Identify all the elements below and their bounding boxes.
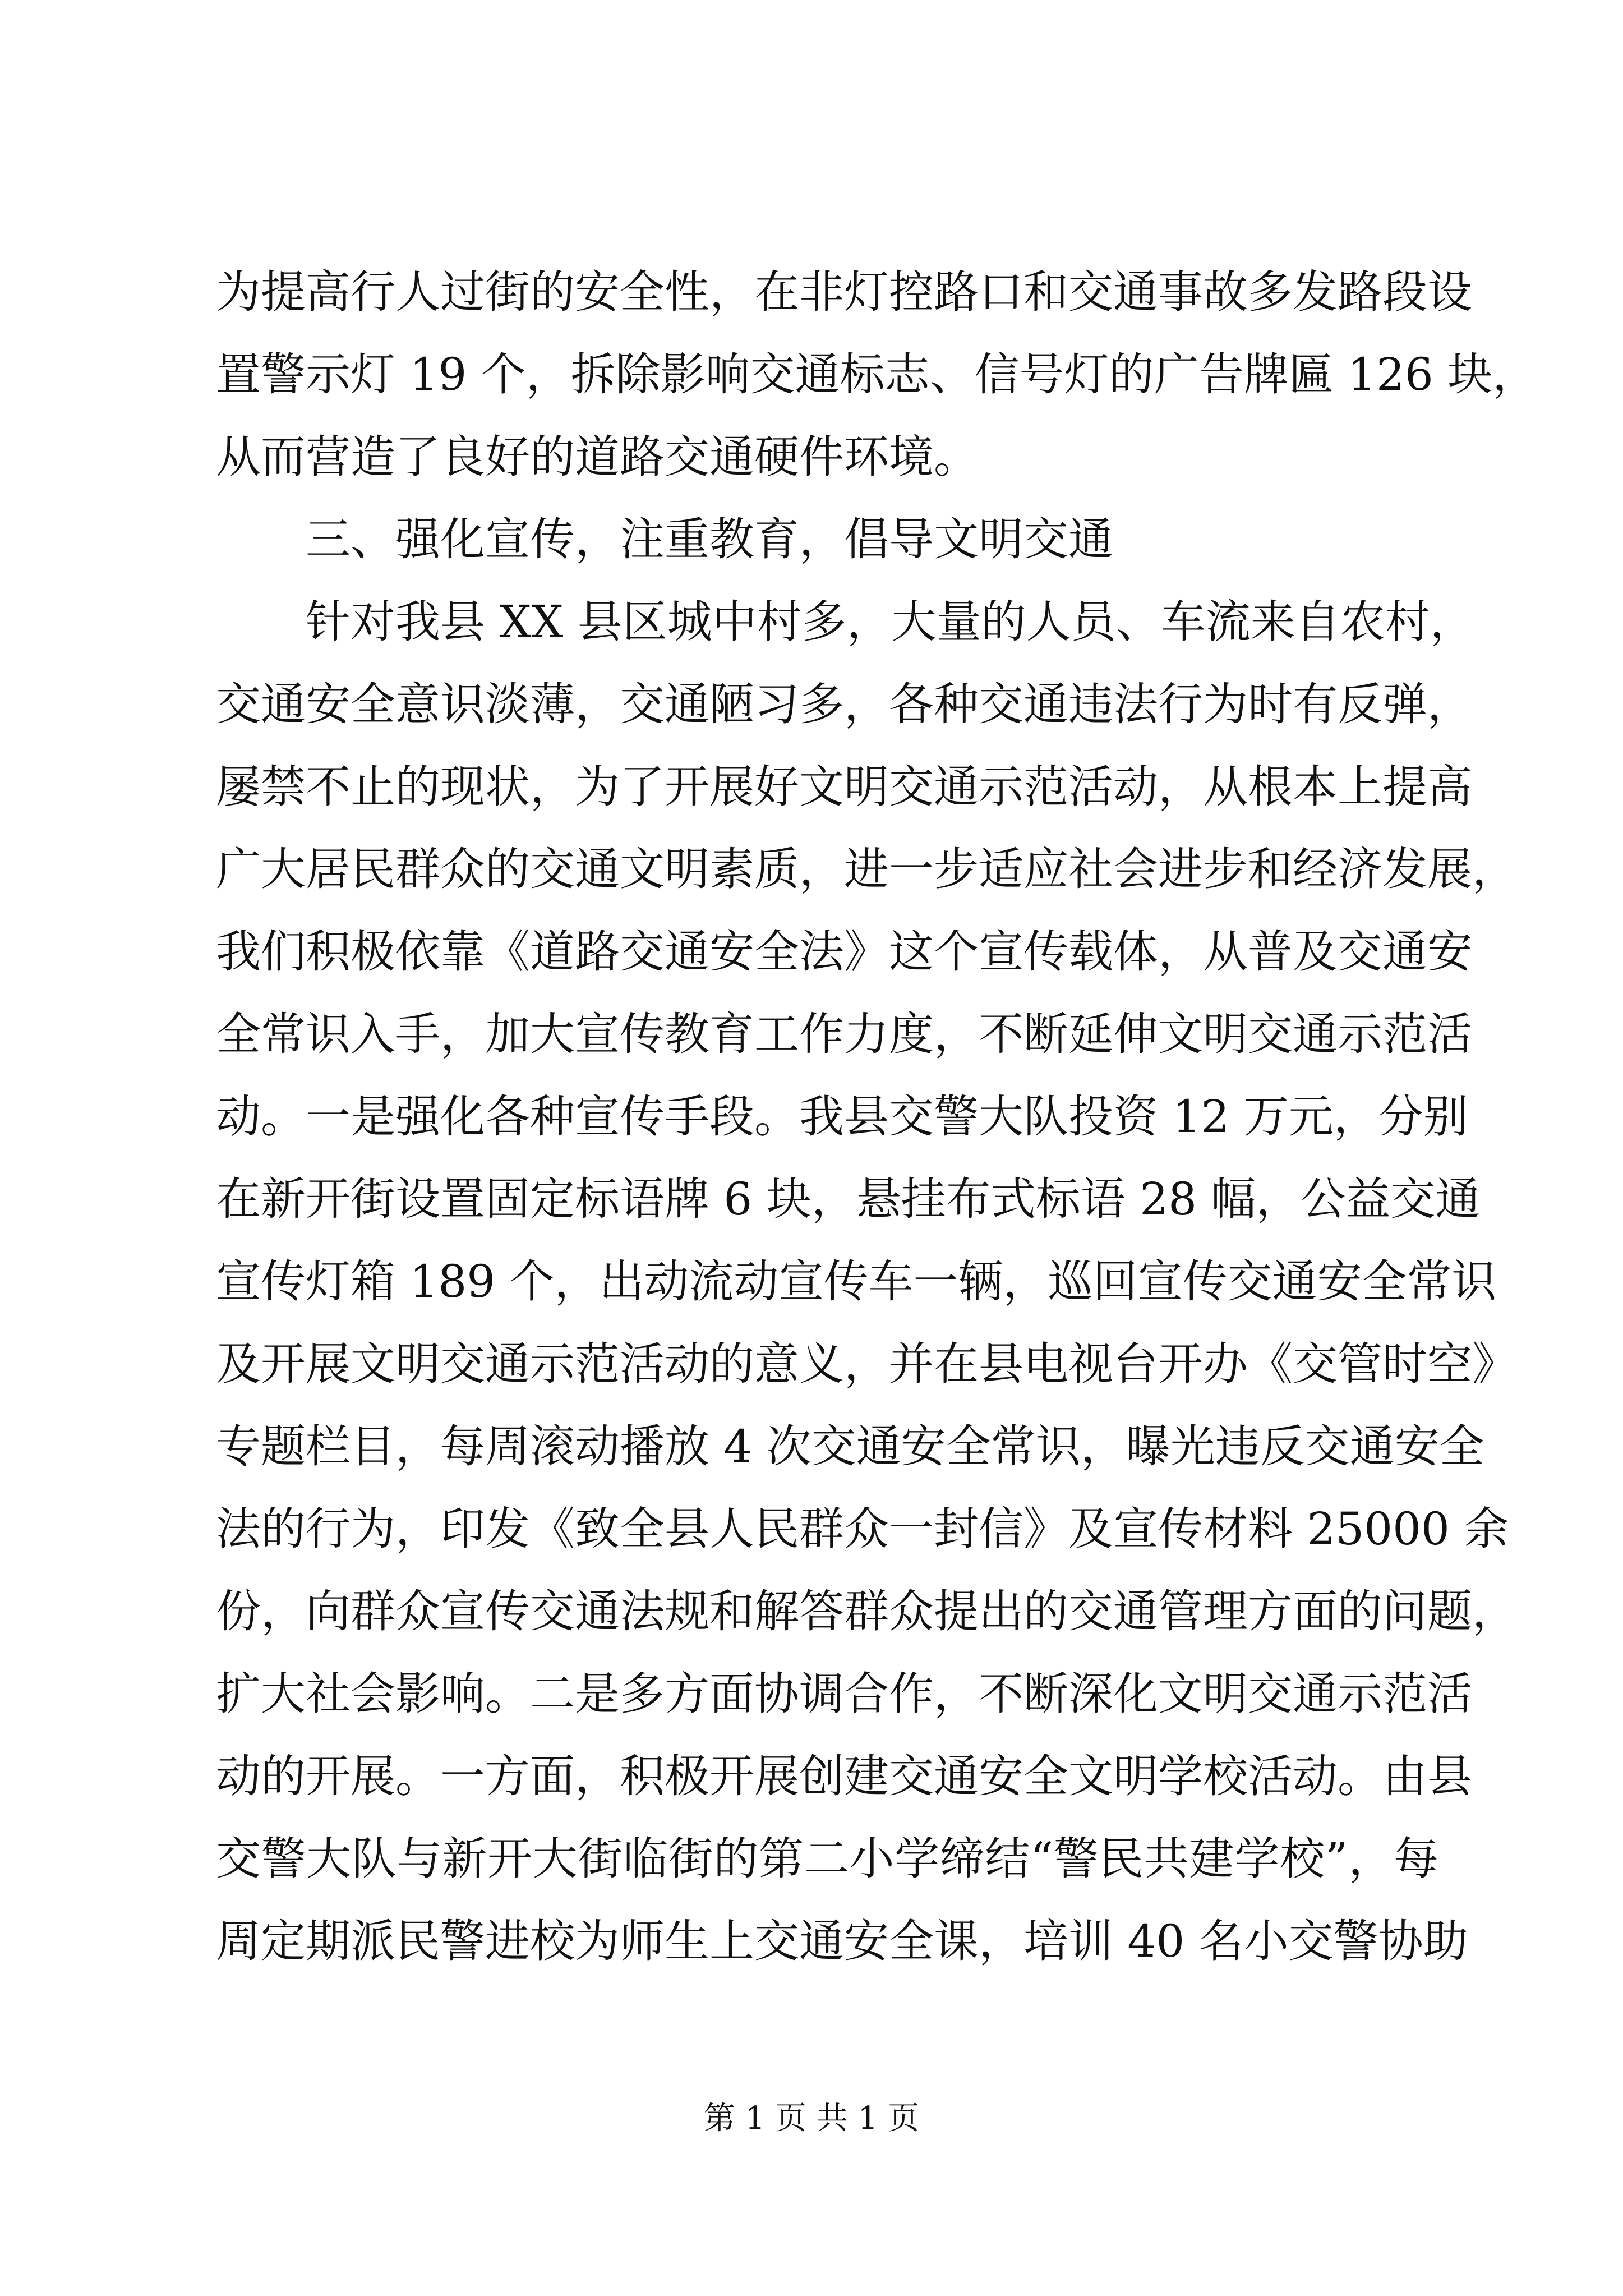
text-line: 在新开街设置固定标语牌 6 块，悬挂布式标语 28 幅，公益交通: [216, 1173, 1481, 1225]
text-line: 广大居民群众的交通文明素质，进一步适应社会进步和经济发展，: [216, 843, 1517, 895]
text-line: 扩大社会影响。二是多方面协调合作，不断深化文明交通示范活: [216, 1668, 1472, 1720]
text-line: 周定期派民警进校为师生上交通安全课，培训 40 名小交警协助: [216, 1915, 1468, 1967]
text-line: 置警示灯 19 个，拆除影响交通标志、信号灯的广告牌匾 126 块，: [216, 348, 1538, 401]
text-line: 及开展文明交通示范活动的意义，并在县电视台开办《交管时空》: [216, 1338, 1517, 1390]
document-body: [216, 251, 1538, 1982]
text-line: 专题栏目，每周滚动播放 4 次交通安全常识，曝光违反交通安全: [216, 1420, 1484, 1473]
text-line: 为提高行人过街的安全性，在非灯控路口和交通事故多发路段设: [216, 266, 1472, 318]
page-footer: 第 1 页 共 1 页: [703, 2100, 920, 2137]
text-line: 我们积极依靠《道路交通安全法》这个宣传载体，从普及交通安: [216, 926, 1472, 978]
text-line: 全常识入手，加大宣传教育工作力度，不断延伸文明交通示范活: [216, 1008, 1472, 1060]
text-line: 交警大队与新开大街临街的第二小学缔结“警民共建学校”，每: [216, 1833, 1438, 1885]
text-line: 针对我县 XX 县区城中村多，大量的人员、车流来自农村，: [306, 596, 1475, 648]
text-line: 法的行为，印发《致全县人民群众一封信》及宣传材料 25000 余: [216, 1503, 1509, 1555]
text-line: 动。一是强化各种宣传手段。我县交警大队投资 12 万元，分别: [216, 1091, 1468, 1143]
text-line: 动的开展。一方面，积极开展创建交通安全文明学校活动。由县: [216, 1750, 1472, 1802]
text-line: 从而营造了良好的道路交通硬件环境。: [216, 431, 979, 483]
section-heading: 三、强化宣传，注重教育，倡导文明交通: [306, 513, 1113, 565]
text-line: 交通安全意识淡薄，交通陋习多，各种交通违法行为时有反弹，: [216, 678, 1472, 730]
text-line: 份，向群众宣传交通法规和解答群众提出的交通管理方面的问题，: [216, 1585, 1517, 1637]
text-line: 宣传灯箱 189 个，出动流动宣传车一辆，巡回宣传交通安全常识: [216, 1255, 1497, 1308]
text-line: 屡禁不止的现状，为了开展好文明交通示范活动，从根本上提高: [216, 761, 1472, 813]
